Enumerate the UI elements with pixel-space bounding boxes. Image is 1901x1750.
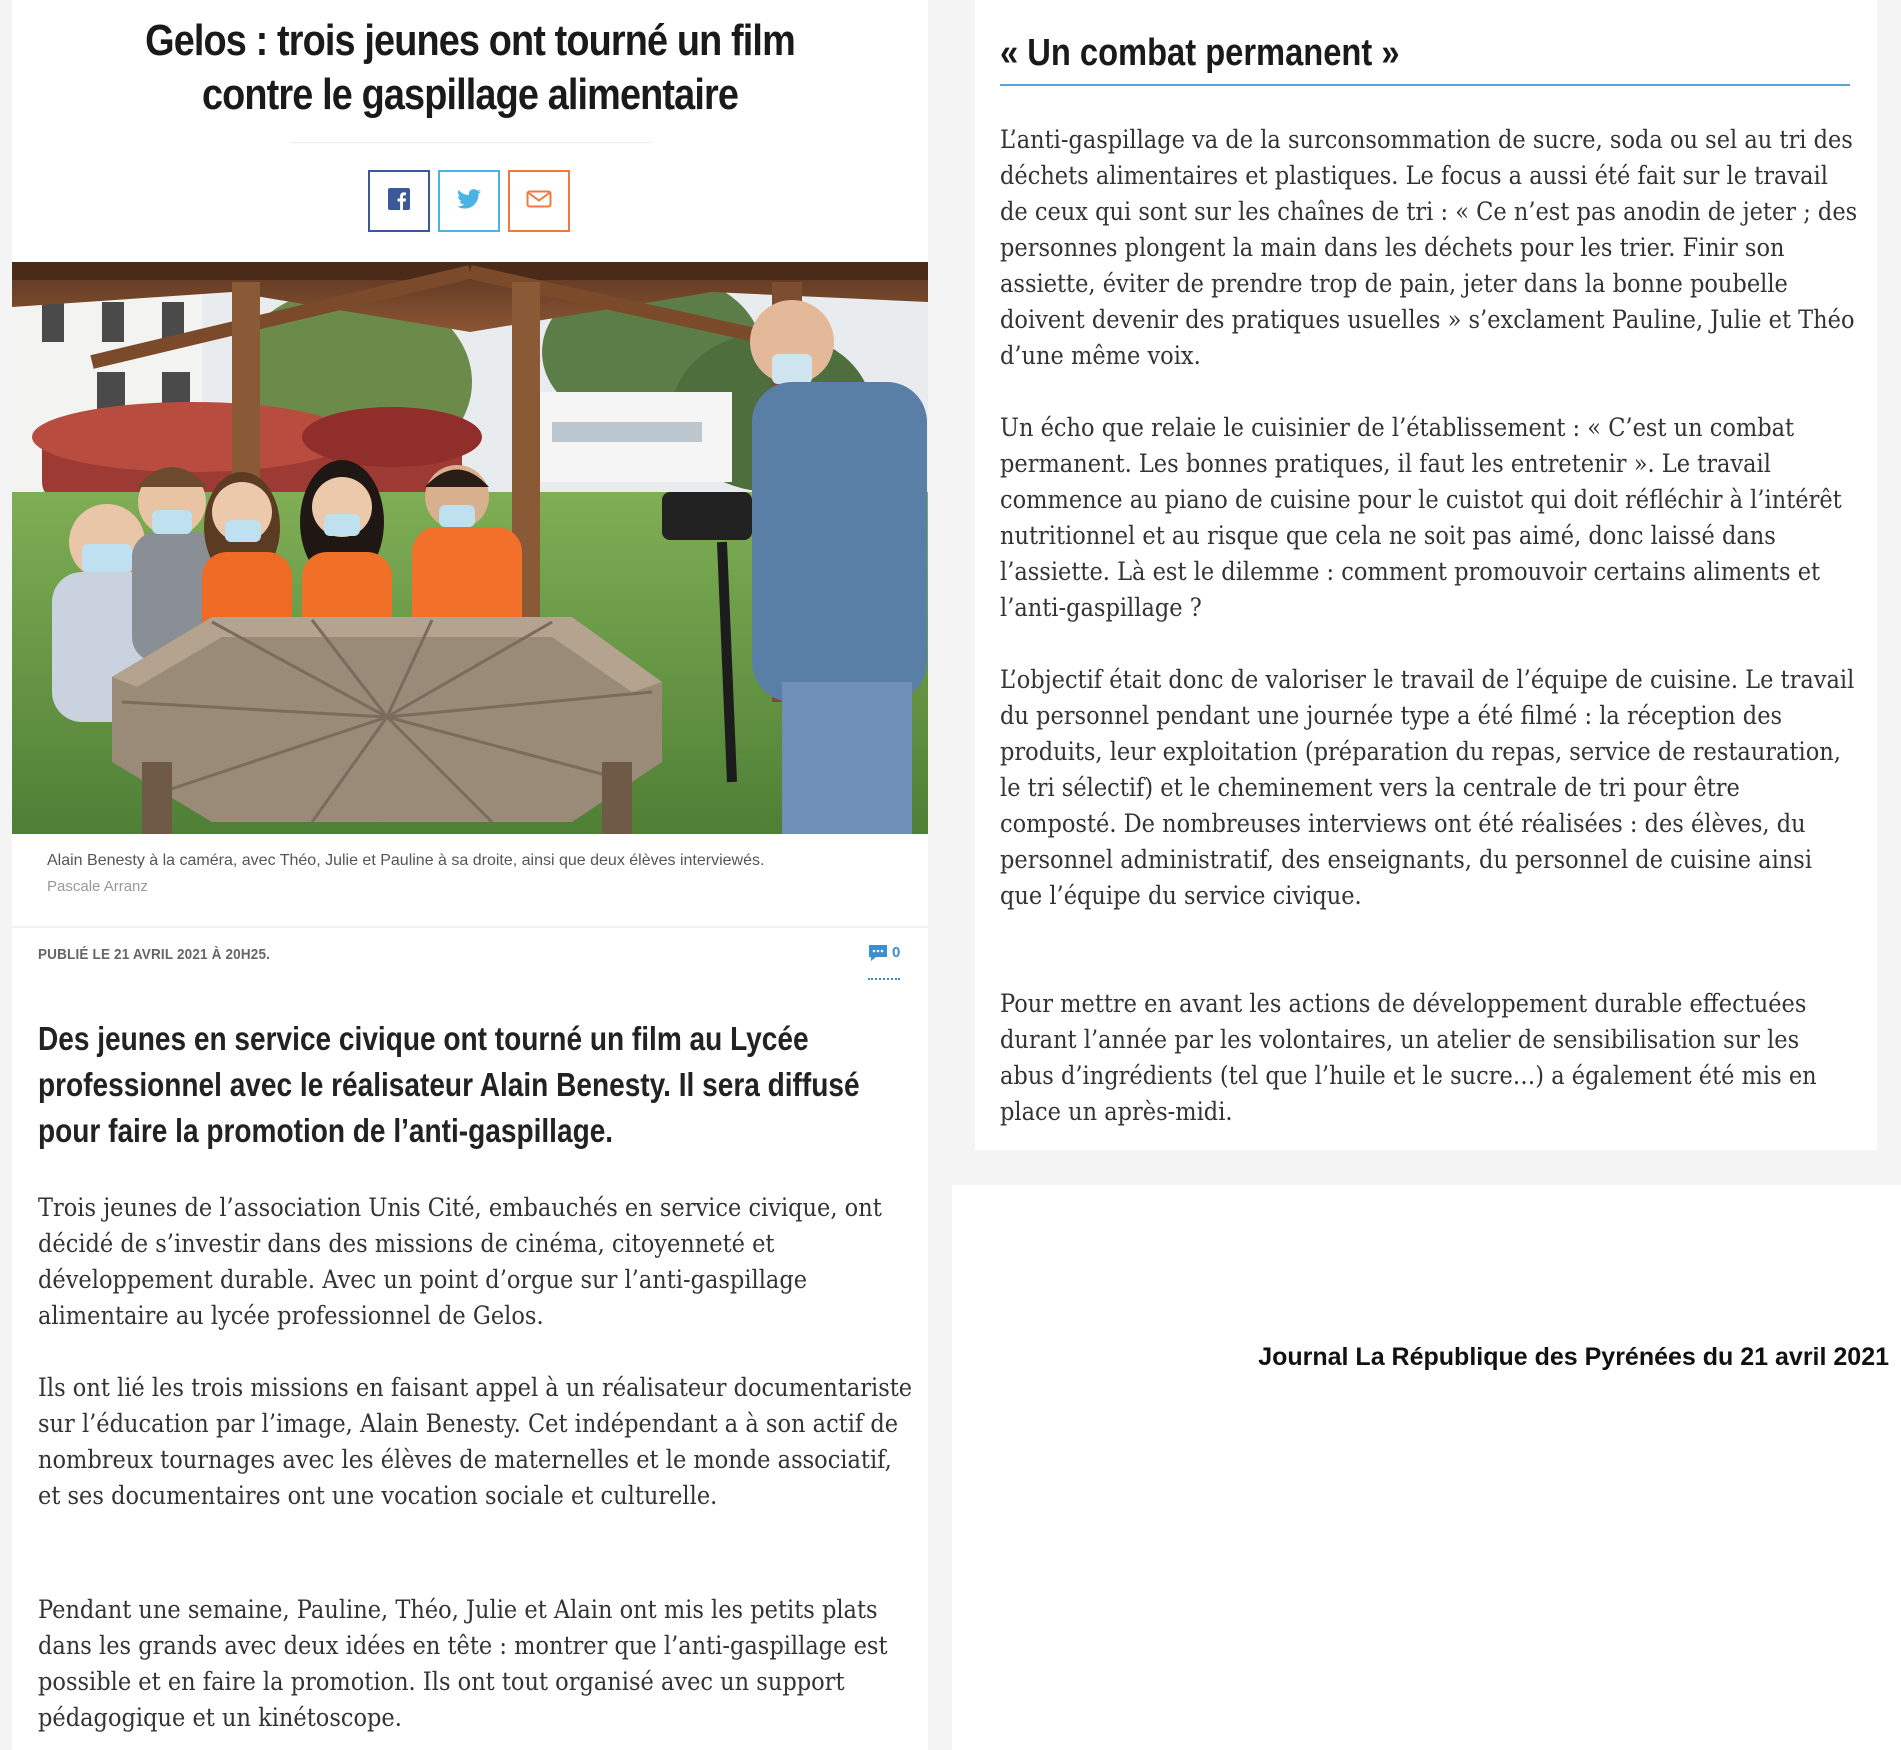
publication-date: PUBLIÉ LE 21 AVRIL 2021 À 20H25. <box>38 946 271 963</box>
sidebar-paragraph-4: Pour mettre en avant les actions de développement durable effectuées durant l’année par les volontaires, un atelier de sensibilisation sur les abus d’ingrédients (tel que l’huile et le sucre…) a également été mis en place un après-midi. <box>1000 989 1817 1126</box>
twitter-share-button[interactable] <box>438 170 500 232</box>
article-photo <box>12 262 928 834</box>
facebook-share-button[interactable] <box>368 170 430 232</box>
sidebar-title: « Un combat permanent » <box>1000 32 1400 74</box>
comment-count: 0 <box>892 944 901 961</box>
photo-illustration <box>12 262 928 834</box>
article-column <box>12 0 928 1750</box>
photo-credit: Pascale Arranz <box>47 878 148 895</box>
meta-divider <box>12 926 928 928</box>
article-paragraph-1: Trois jeunes de l’association Unis Cité, embauchés en service civique, ont décidé de s’investir dans des missions de cinéma, citoyenneté et développement durable. Avec un point d’orgue sur l’anti-gaspillage alimentaire au lycée professionnel de Gelos. <box>38 1193 882 1330</box>
email-icon <box>526 190 552 212</box>
source-note: Journal La République des Pyrénées du 21 avril 2021 <box>1258 1343 1889 1371</box>
twitter-icon <box>457 189 481 213</box>
sidebar-paragraph-1: L’anti-gaspillage va de la surconsommation de sucre, soda ou sel au tri des déchets alimentaires et plastiques. Le focus a aussi été fait sur le travail de ceux qui sont sur les chaînes de tri : « Ce n’est pas anodin de jeter ; des personnes plongent la main dans les déchets pour les trier. Finir son assiette, éviter de prendre trop de pain, jeter dans la bonne poubelle doivent devenir des pratiques usuelles » s’exclament Pauline, Julie et Théo d’une même voix. <box>1000 125 1858 370</box>
article-lede <box>38 1016 860 1154</box>
article-paragraph-3: Pendant une semaine, Pauline, Théo, Julie et Alain ont mis les petits plats dans les grands avec deux idées en tête : montrer que l’anti-gaspillage est possible et en faire la promotion. Ils ont tout organisé avec un support pédagogique et un kinétoscope. <box>38 1595 888 1732</box>
article-title-line1: Gelos : trois jeunes ont tourné un film <box>145 16 795 65</box>
article-paragraph-2: Ils ont lié les trois missions en faisant appel à un réalisateur documentariste sur l’éducation par l’image, Alain Benesty. Cet indépendant a à son actif de nombreux tournages avec les élèves de maternelles et le monde associatif, et ses documentaires ont une vocation sociale et culturelle. <box>38 1373 913 1510</box>
comments-link[interactable] <box>868 944 900 980</box>
sidebar-paragraph-2: Un écho que relaie le cuisinier de l’établissement : « C’est un combat permanent. Les bonnes pratiques, il faut les entretenir ». Le travail commence au piano de cuisine pour le cuistot qui doit réfléchir à l’intérêt nutritionnel et au risque que cela ne soit pas aimé, donc laissé dans l’assiette. Là est le dilemme : comment promouvoir certains aliments et l’anti-gaspillage ? <box>1000 413 1842 622</box>
facebook-icon <box>388 188 410 214</box>
article-title-line2: contre le gaspillage alimentaire <box>201 70 739 119</box>
article-lede-text: Des jeunes en service civique ont tourné un film au Lycée professionnel avec le réalisateur Alain Benesty. Il sera diffusé pour faire la promotion de l’anti-gaspillage. <box>38 1020 860 1149</box>
title-divider <box>290 142 652 143</box>
photo-caption: Alain Benesty à la caméra, avec Théo, Julie et Pauline à sa droite, ainsi que deux élèves interviewés. <box>47 852 765 869</box>
sidebar-box <box>975 0 1877 1150</box>
email-share-button[interactable] <box>508 170 570 232</box>
blank-area <box>952 1185 1901 1750</box>
sidebar-title-rule <box>1000 84 1850 86</box>
article-title <box>76 14 864 122</box>
comment-icon <box>868 944 888 966</box>
sidebar-paragraph-3: L’objectif était donc de valoriser le travail de l’équipe de cuisine. Le travail du personnel pendant une journée type a été filmé : la réception des produits, leur exploitation (préparation du repas, service de restauration, le tri sélectif) et le cheminement vers la centrale de tri pour être composté. De nombreuses interviews ont été réalisées : des élèves, du personnel administratif, des enseignants, du personnel de cuisine ainsi que l’équipe du service civique. <box>1000 665 1855 910</box>
